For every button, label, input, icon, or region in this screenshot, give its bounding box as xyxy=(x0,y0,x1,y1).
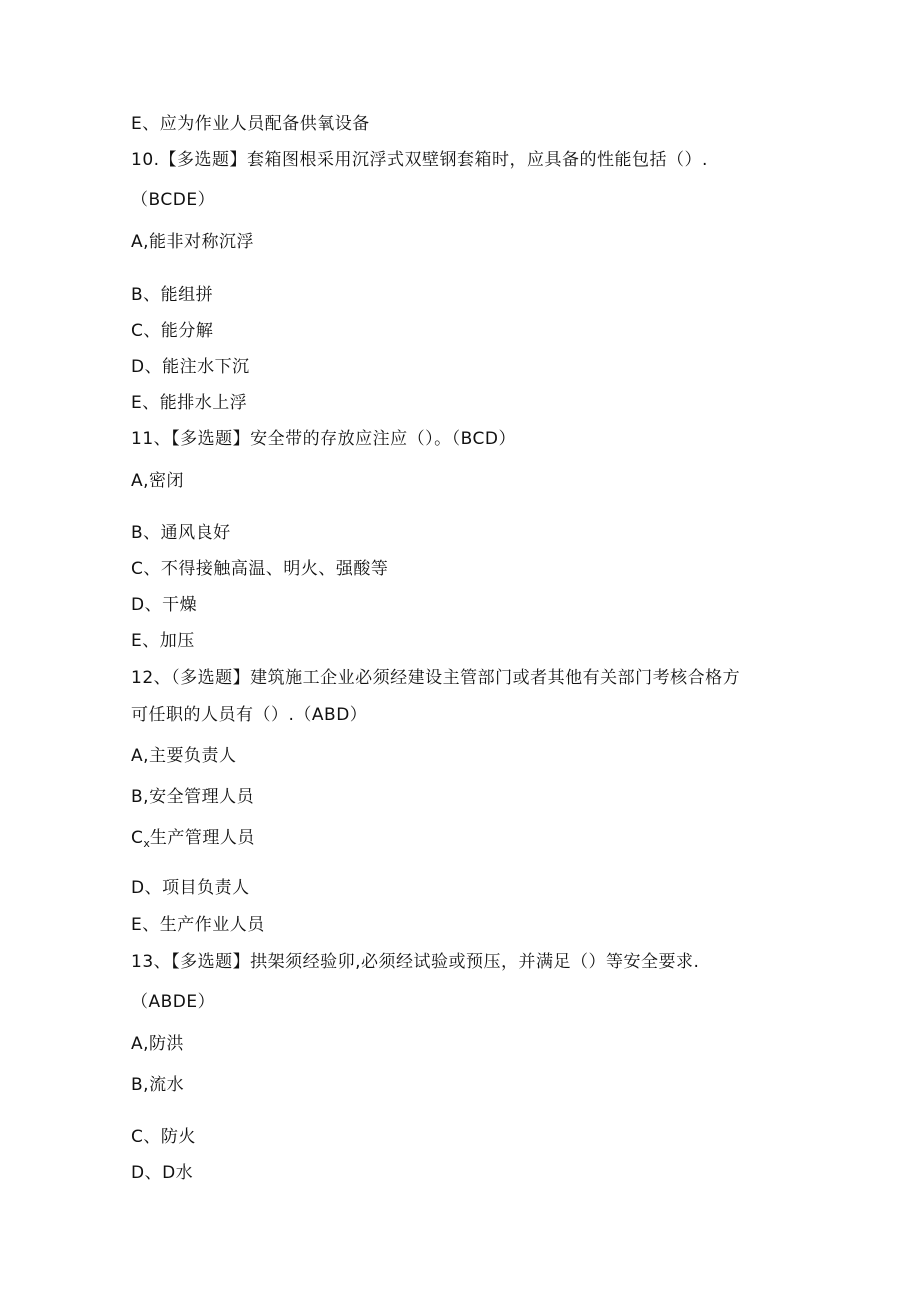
q12-question-cont: 可任职的人员有（）.（ABD） xyxy=(131,705,368,725)
q13-option-a: A,防洪 xyxy=(131,1034,185,1054)
q10-option-a: A,能非对称沉浮 xyxy=(131,232,255,252)
q11-question: 11、【多选题】安全带的存放应注应（）。（BCD） xyxy=(131,429,516,449)
q12-option-d: D、项目负责人 xyxy=(131,878,250,898)
q12-option-b: B,安全管理人员 xyxy=(131,787,255,807)
q13-question: 13、【多选题】拱架须经验卯,必须经试验或预压，并满足（）等安全要求. xyxy=(131,952,700,972)
q9-option-e: E、应为作业人员配备供氧设备 xyxy=(131,114,370,134)
q13-option-c: C、防火 xyxy=(131,1127,196,1147)
q12-option-a: A,主要负责人 xyxy=(131,746,237,766)
q12-option-c xyxy=(131,826,255,856)
q12-question: 12、（多选题】建筑施工企业必须经建设主管部门或者其他有关部门考核合格方 xyxy=(131,668,741,688)
q12-option-c-letter: C xyxy=(131,828,144,848)
q12-option-c-text: 生产管理人员 xyxy=(149,828,255,848)
q13-option-b: B,流水 xyxy=(131,1075,185,1095)
q12-option-c-subscript: x xyxy=(143,837,150,850)
q11-option-c: C、不得接触高温、明火、强酸等 xyxy=(131,559,389,579)
q10-option-c: C、能分解 xyxy=(131,321,214,341)
q12-option-e: E、生产作业人员 xyxy=(131,915,265,935)
q13-option-d: D、D水 xyxy=(131,1163,194,1183)
q10-question: 10.【多选题】套箱图根采用沉浮式双壁钢套箱时，应具备的性能包括（）. xyxy=(131,150,708,170)
q10-option-e: E、能排水上浮 xyxy=(131,393,248,413)
q10-answer: （BCDE） xyxy=(131,190,216,210)
q11-option-e: E、加压 xyxy=(131,631,195,651)
q10-option-d: D、能注水下沉 xyxy=(131,357,250,377)
q13-answer: （ABDE） xyxy=(131,992,216,1012)
q11-option-a: A,密闭 xyxy=(131,471,185,491)
q11-option-d: D、干燥 xyxy=(131,595,198,615)
q11-option-b: B、通风良好 xyxy=(131,523,231,543)
q10-option-b: B、能组拼 xyxy=(131,285,214,305)
